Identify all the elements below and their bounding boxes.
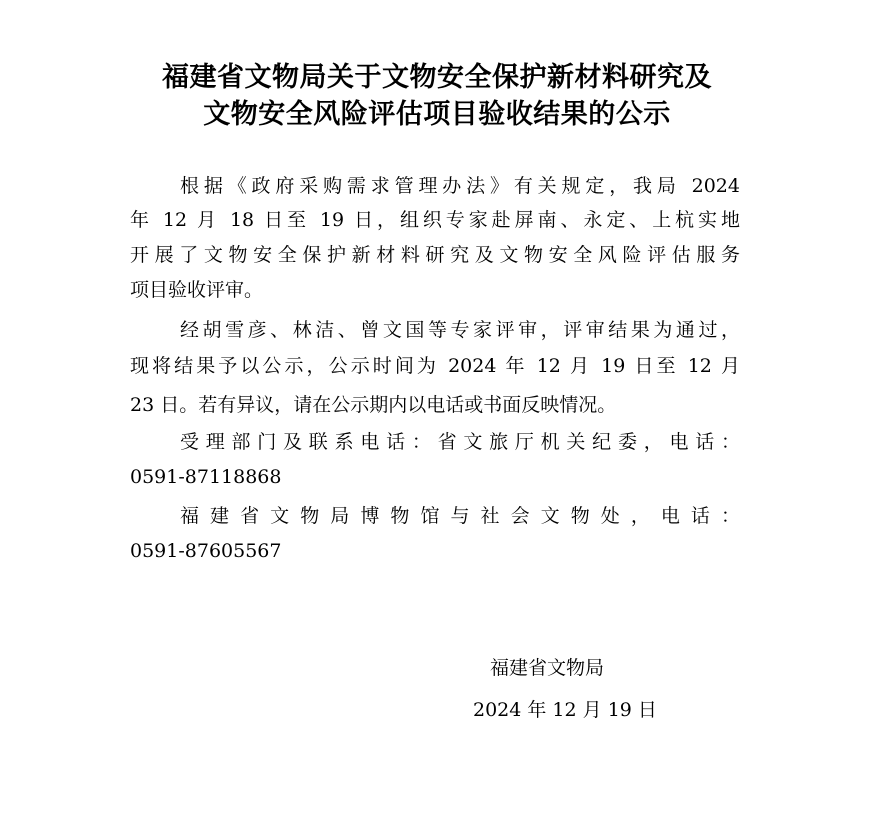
document-title-line-2: 文物安全风险评估项目验收结果的公示 [203,99,671,130]
paragraph-2-line-2: 现将结果予以公示，公示时间为 2024 年 12 月 19 日至 12 月 [130,355,740,377]
paragraph-2-line-1: 经胡雪彦、林洁、曾文国等专家评审，评审结果为通过， [180,319,740,341]
signature-organization: 福建省文物局 [490,657,605,679]
signature-date: 2024 年 12 月 19 日 [473,699,657,721]
contact-phone-1: 0591-87118868 [130,466,282,488]
paragraph-1-line-3: 开展了文物安全保护新材料研究及文物安全风险评估服务 [130,244,740,266]
paragraph-3-line-1: 受理部门及联系电话：省文旅厅机关纪委，电话： [180,431,740,453]
paragraph-1-line-1: 根据《政府采购需求管理办法》有关规定，我局 2024 [180,175,740,197]
paragraph-4-line-1: 福建省文物局博物馆与社会文物处，电话： [180,505,740,527]
paragraph-1-line-2: 年 12 月 18 日至 19 日，组织专家赴屏南、永定、上杭实地 [130,209,740,231]
paragraph-2-line-3: 23 日。若有异议，请在公示期内以电话或书面反映情况。 [130,394,617,416]
contact-phone-2: 0591-87605567 [130,540,282,562]
paragraph-1-line-4: 项目验收评审。 [130,279,264,301]
document-title-line-1: 福建省文物局关于文物安全保护新材料研究及 [162,62,712,93]
